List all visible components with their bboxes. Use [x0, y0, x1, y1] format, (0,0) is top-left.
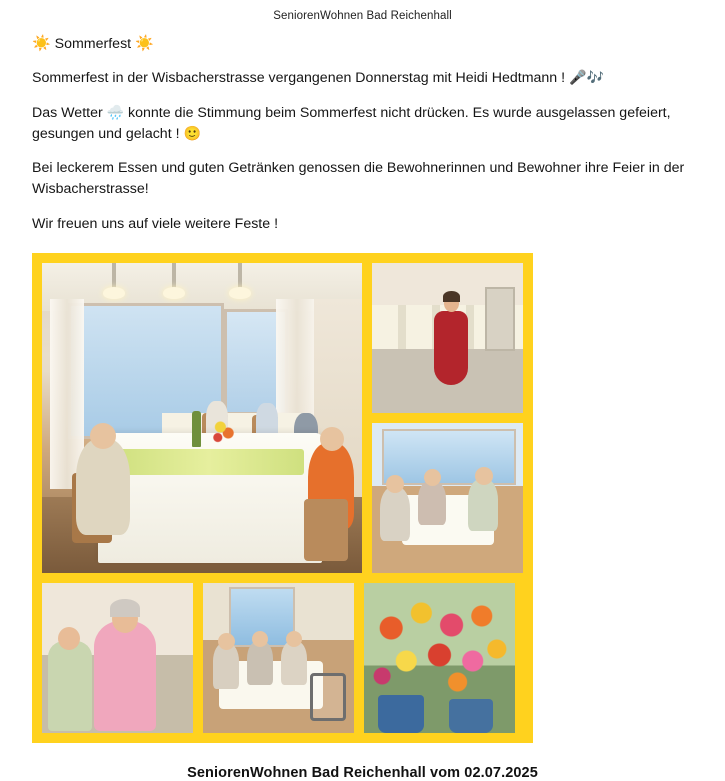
photo-2 — [372, 263, 523, 413]
rain-cloud-icon: 🌧️ — [106, 104, 125, 121]
photo-4 — [42, 583, 193, 733]
post-heading-text: Sommerfest — [54, 36, 132, 52]
photo-1 — [42, 263, 362, 573]
collage-row-bottom — [42, 583, 523, 733]
paragraph-1 — [32, 68, 699, 89]
post-heading — [32, 32, 699, 55]
sun-icon: ☀️ — [32, 34, 51, 52]
collage-col-right — [372, 263, 523, 573]
microphone-notes-icon: 🎤🎶 — [569, 70, 604, 87]
paragraph-4-text: Wir freuen uns auf viele weitere Feste ! — [32, 215, 279, 232]
collage-row-top — [42, 263, 523, 573]
photo-5 — [203, 583, 354, 733]
post-body — [0, 32, 725, 235]
paragraph-2-text-before: Das Wetter — [32, 104, 107, 121]
smiley-icon: 🙂 — [183, 125, 201, 142]
photo-3 — [372, 423, 523, 573]
photo-6 — [364, 583, 515, 733]
photo-collage — [32, 253, 533, 743]
sun-icon-right: ☀️ — [135, 34, 154, 52]
paragraph-4 — [32, 214, 699, 235]
paragraph-3 — [32, 158, 699, 201]
paragraph-1-text: Sommerfest in der Wisbacherstrasse vergangenen Donnerstag mit Heidi Hedtmann ! — [32, 70, 570, 87]
paragraph-2-text-after: konnte die Stimmung beim Sommerfest nicht drücken. Es wurde ausgelassen gefeiert, gesungen und gelacht ! — [32, 104, 671, 142]
paragraph-3-text: Bei leckerem Essen und guten Getränken genossen die Bewohnerinnen und Bewohner ihre Feier in der Wisbacherstrasse! — [32, 160, 685, 198]
paragraph-2 — [32, 103, 699, 146]
collage-caption: SeniorenWohnen Bad Reichenhall vom 02.07.2025 — [187, 765, 538, 781]
page-title: SeniorenWohnen Bad Reichenhall — [273, 10, 452, 22]
